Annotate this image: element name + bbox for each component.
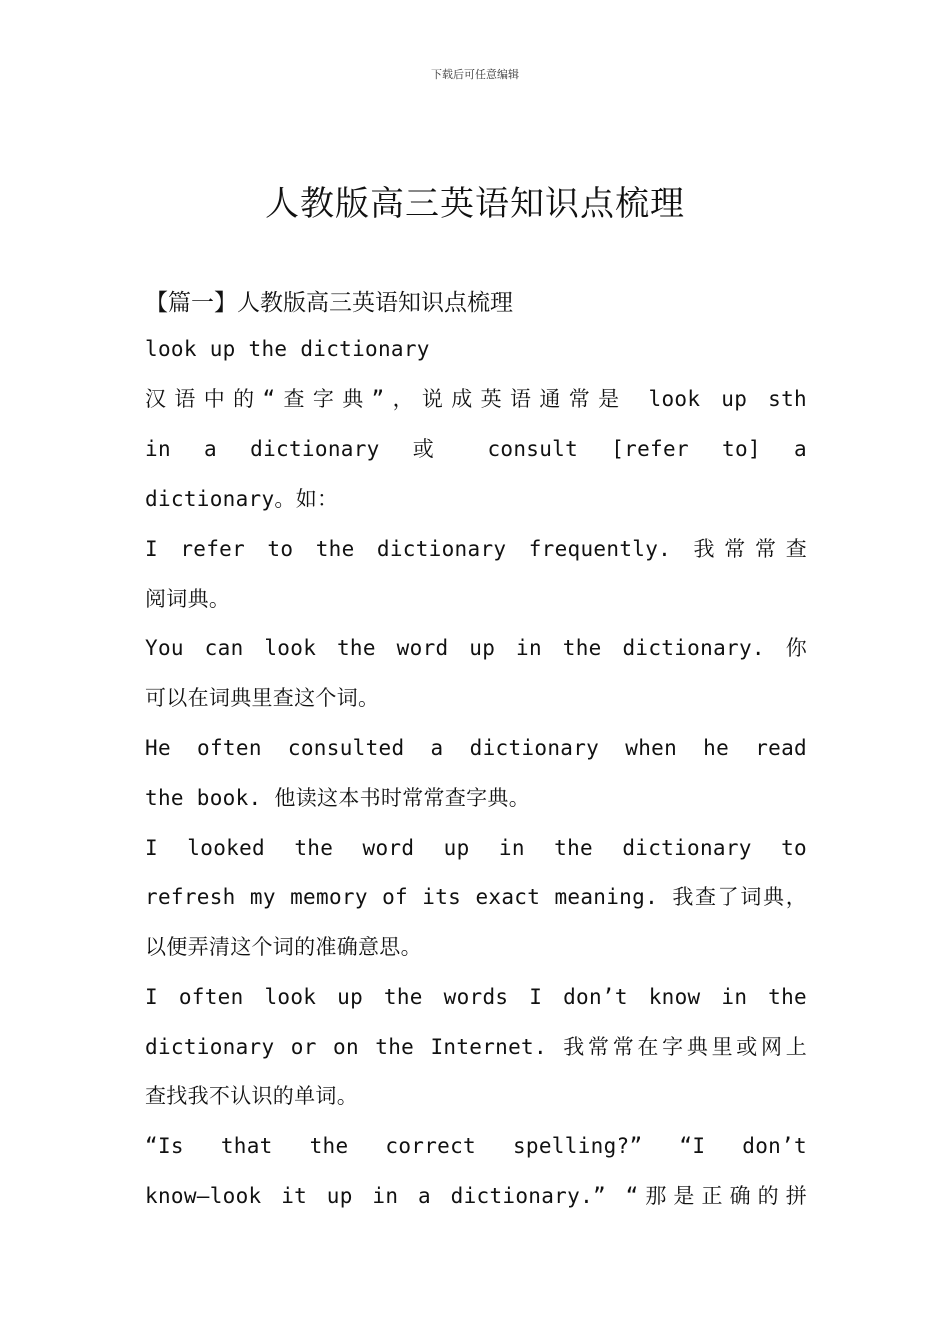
paragraph-line: 查找我不认识的单词。 — [145, 1084, 358, 1108]
section-heading: 【篇一】人教版高三英语知识点梳理 — [145, 290, 513, 316]
paragraph-line: know—look it up in a dictionary.” “那是正确的拼 — [145, 1184, 807, 1208]
document-title: 人教版高三英语知识点梳理 — [265, 184, 685, 224]
paragraph-line: 阅词典。 — [145, 587, 231, 611]
paragraph-line: the book. 他读这本书时常常查字典。 — [145, 786, 531, 810]
paragraph-line: He often consulted a dictionary when he read — [145, 736, 807, 760]
paragraph-line: 可以在词典里查这个词。 — [145, 686, 380, 710]
paragraph-line: look up the dictionary — [145, 337, 430, 361]
paragraph-line: dictionary or on the Internet. 我常常在字典里或网上 — [145, 1035, 807, 1059]
paragraph-line: I refer to the dictionary frequently. 我常常查 — [145, 537, 807, 561]
paragraph-line: I looked the word up in the dictionary to — [145, 836, 807, 860]
paragraph-line: You can look the word up in the dictionary. 你 — [145, 636, 807, 660]
paragraph-line: 以便弄清这个词的准确意思。 — [145, 935, 422, 959]
paragraph-line: refresh my memory of its exact meaning. 我查了词典， — [145, 885, 807, 909]
paragraph-line: in a dictionary 或 consult [refer to] a — [145, 437, 807, 461]
header-note: 下载后可任意编辑 — [431, 68, 519, 81]
paragraph-line: “Is that the correct spelling?” “I don’t — [145, 1134, 807, 1158]
paragraph-line: I often look up the words I don’t know in the — [145, 985, 807, 1009]
paragraph-line: dictionary。如： — [145, 487, 339, 511]
paragraph-line: 汉语中的“查字典”，说成英语通常是 look up sth — [145, 387, 807, 411]
